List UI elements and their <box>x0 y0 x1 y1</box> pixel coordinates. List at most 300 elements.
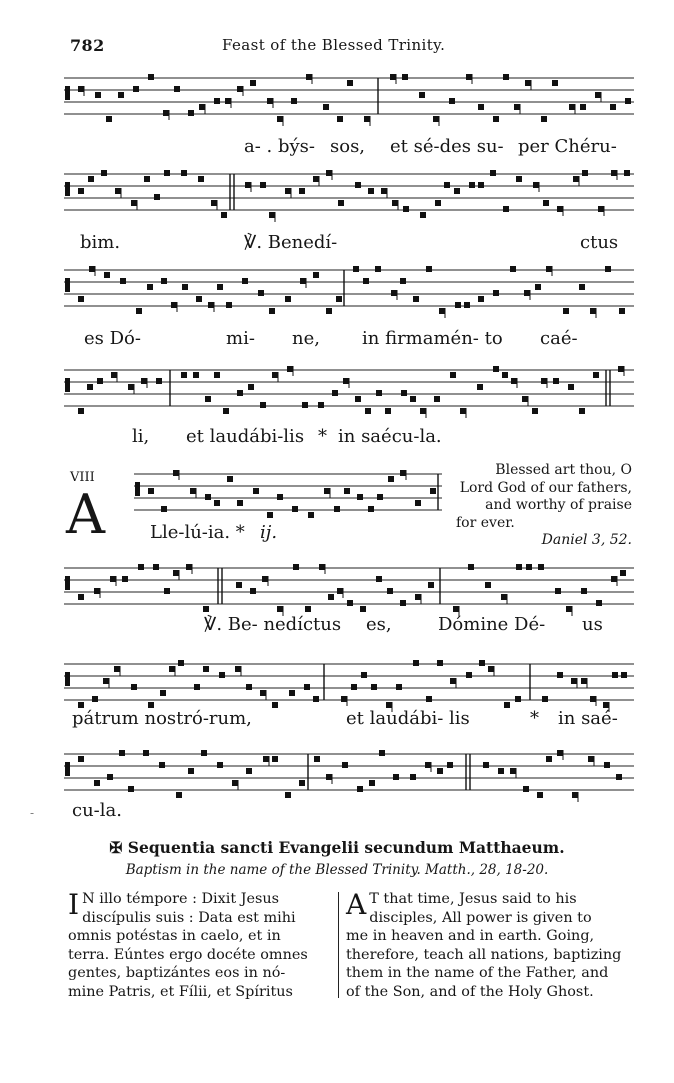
text-line: me in heaven and in earth. Going, <box>346 928 595 944</box>
neume <box>611 170 617 176</box>
neume <box>435 200 441 206</box>
neume <box>214 500 220 506</box>
neume <box>621 672 627 678</box>
neume <box>347 80 353 86</box>
neume <box>119 750 125 756</box>
neume <box>87 384 93 390</box>
neume <box>466 672 472 678</box>
neume <box>267 98 273 104</box>
neume <box>306 74 312 80</box>
neume <box>223 408 229 414</box>
neume <box>450 372 456 378</box>
neume <box>201 750 207 756</box>
neume <box>78 296 84 302</box>
rubric-line: Blessed art thou, O <box>495 462 632 478</box>
neume <box>269 308 275 314</box>
latin-column <box>68 890 330 1001</box>
neume <box>478 104 484 110</box>
neume <box>351 684 357 690</box>
neume <box>78 594 84 600</box>
neume <box>101 170 107 176</box>
neume <box>569 104 575 110</box>
lyric-syllable: caé- <box>540 328 578 349</box>
lyric-syllable: es Dó- <box>84 328 141 349</box>
neume <box>493 290 499 296</box>
neume <box>138 564 144 570</box>
neume <box>347 600 353 606</box>
neume <box>516 176 522 182</box>
neume <box>214 372 220 378</box>
lyric-syllable: et laudábi-lis <box>186 426 305 447</box>
neume <box>493 116 499 122</box>
neume <box>563 308 569 314</box>
staff-system-8 <box>0 746 674 806</box>
neume <box>263 756 269 762</box>
neume <box>304 684 310 690</box>
neume <box>590 308 596 314</box>
neume <box>355 396 361 402</box>
neume <box>365 408 371 414</box>
neume <box>337 116 343 122</box>
neume <box>94 588 100 594</box>
neume <box>78 756 84 762</box>
neume <box>232 780 238 786</box>
neume <box>205 396 211 402</box>
neume <box>510 768 516 774</box>
neume <box>493 366 499 372</box>
neume <box>131 200 137 206</box>
neume <box>250 80 256 86</box>
neume <box>245 182 251 188</box>
neume <box>625 98 631 104</box>
neume <box>557 750 563 756</box>
neume <box>118 92 124 98</box>
lyric-syllable: in firmamén- to <box>362 328 503 349</box>
neume <box>426 266 432 272</box>
neume <box>299 780 305 786</box>
neume <box>299 188 305 194</box>
neume <box>618 366 624 372</box>
neume <box>186 564 192 570</box>
neume <box>503 206 509 212</box>
lyric-syllable: * <box>318 426 327 447</box>
neume <box>214 98 220 104</box>
neume <box>430 488 436 494</box>
clef-mark <box>65 762 70 776</box>
neume <box>174 86 180 92</box>
neume <box>128 384 134 390</box>
rubric-translation <box>456 462 632 532</box>
neume <box>181 170 187 176</box>
lyric-syllable: mi- <box>226 328 255 349</box>
neume <box>579 408 585 414</box>
neume <box>292 506 298 512</box>
lyric-syllable: et sé-des su- <box>390 136 504 157</box>
neume <box>466 74 472 80</box>
staff-system-6 <box>0 560 674 620</box>
neume <box>285 792 291 798</box>
neume <box>546 266 552 272</box>
neume <box>326 308 332 314</box>
neume <box>164 170 170 176</box>
neume <box>78 408 84 414</box>
neume <box>104 272 110 278</box>
neume <box>498 768 504 774</box>
neume <box>619 308 625 314</box>
neume <box>250 588 256 594</box>
neume <box>326 170 332 176</box>
neume <box>203 666 209 672</box>
neume <box>248 384 254 390</box>
neume <box>566 606 572 612</box>
neume <box>580 104 586 110</box>
clef-mark <box>65 86 70 100</box>
lyric-syllable: us <box>582 614 603 635</box>
neume <box>277 116 283 122</box>
neume <box>369 780 375 786</box>
neume <box>314 756 320 762</box>
neume <box>136 308 142 314</box>
neume <box>428 582 434 588</box>
neume <box>425 762 431 768</box>
text-line: them in the name of the Father, and <box>346 965 609 981</box>
lyric-syllable: bim. <box>80 232 121 253</box>
neume <box>433 116 439 122</box>
lyric-syllable: per Chéru- <box>518 136 617 157</box>
lyric-syllable: Lle-lú-ia. * <box>150 522 245 543</box>
neume <box>581 678 587 684</box>
neume <box>361 672 367 678</box>
neume <box>188 768 194 774</box>
lyric-syllable: ctus <box>580 232 619 253</box>
neume <box>541 116 547 122</box>
neume <box>163 110 169 116</box>
neume <box>131 684 137 690</box>
staff-system-4 <box>0 362 674 422</box>
column-divider <box>338 892 339 998</box>
neume <box>454 188 460 194</box>
neume <box>122 576 128 582</box>
lyric-syllable: es, <box>366 614 392 635</box>
neume <box>568 384 574 390</box>
neume <box>368 188 374 194</box>
neume <box>593 372 599 378</box>
neume <box>148 74 154 80</box>
neume <box>344 488 350 494</box>
neume <box>343 378 349 384</box>
neume <box>488 666 494 672</box>
neume <box>337 588 343 594</box>
neume <box>514 104 520 110</box>
neume <box>237 500 243 506</box>
neume <box>483 762 489 768</box>
neume <box>199 104 205 110</box>
lyric-syllable: sos, <box>330 136 366 157</box>
neume <box>156 378 162 384</box>
neume <box>154 194 160 200</box>
neume <box>455 302 461 308</box>
neume <box>413 660 419 666</box>
neume <box>392 200 398 206</box>
neume <box>504 702 510 708</box>
neume <box>598 206 604 212</box>
staff-system-7 <box>0 656 674 716</box>
neume <box>262 576 268 582</box>
text-line: discípulis suis : Data est mihi <box>82 909 296 926</box>
neume <box>246 684 252 690</box>
lyric-syllable: ℣. Be- nedíctus <box>204 614 342 635</box>
neume <box>581 588 587 594</box>
lyric-syllable: ij. <box>260 522 278 543</box>
neume <box>449 98 455 104</box>
neume <box>260 690 266 696</box>
staff-system-3 <box>0 262 674 322</box>
clef-mark <box>135 482 140 496</box>
neume <box>526 564 532 570</box>
neume <box>302 402 308 408</box>
neume <box>368 506 374 512</box>
neume <box>269 212 275 218</box>
clef-mark <box>65 278 70 292</box>
lyric-syllable: in saécu-la. <box>338 426 442 447</box>
gospel-title-text: Sequentia sancti Evangelii secundum Matthaeum. <box>127 838 565 857</box>
initial-letter: A <box>66 483 105 546</box>
drop-cap: A <box>346 888 367 921</box>
neume <box>357 786 363 792</box>
neume <box>595 92 601 98</box>
margin-mark: - <box>30 806 35 820</box>
neume <box>537 792 543 798</box>
neume <box>582 170 588 176</box>
neume <box>164 588 170 594</box>
neume <box>171 302 177 308</box>
neume <box>106 116 112 122</box>
neume <box>387 588 393 594</box>
neume <box>434 396 440 402</box>
lyric-syllable: in saé- <box>558 708 618 729</box>
neume <box>400 278 406 284</box>
neume <box>237 390 243 396</box>
neume <box>396 684 402 690</box>
staff-system-2 <box>0 166 674 226</box>
neume <box>479 660 485 666</box>
lyric-syllable: ne, <box>292 328 320 349</box>
lyric-syllable: pátrum nostró-rum, <box>72 708 252 729</box>
lyric-syllable: cu-la. <box>72 800 122 821</box>
neume <box>319 564 325 570</box>
text-line: omnis potéstas in caelo, et in <box>68 928 281 944</box>
neume <box>532 408 538 414</box>
neume <box>78 86 84 92</box>
neume <box>338 200 344 206</box>
neume <box>510 266 516 272</box>
neume <box>385 408 391 414</box>
neume <box>211 200 217 206</box>
neume <box>400 470 406 476</box>
neume <box>439 308 445 314</box>
neume <box>437 660 443 666</box>
neume <box>334 506 340 512</box>
neume <box>515 696 521 702</box>
neume <box>376 390 382 396</box>
neume <box>342 762 348 768</box>
neume <box>543 200 549 206</box>
neume <box>277 494 283 500</box>
neume <box>277 606 283 612</box>
neume <box>388 476 394 482</box>
neume <box>572 792 578 798</box>
neume <box>332 390 338 396</box>
neume <box>490 170 496 176</box>
neume <box>390 74 396 80</box>
neume <box>198 176 204 182</box>
neume <box>328 594 334 600</box>
rubric-line: for ever. <box>456 514 515 531</box>
neume <box>410 774 416 780</box>
neume <box>173 470 179 476</box>
neume <box>141 378 147 384</box>
neume <box>235 666 241 672</box>
lyric-syllable: * <box>530 708 539 729</box>
neume <box>267 512 273 518</box>
neume <box>379 750 385 756</box>
neume <box>503 74 509 80</box>
neume <box>360 606 366 612</box>
neume <box>410 396 416 402</box>
text-line: therefore, teach all nations, baptizing <box>346 946 622 963</box>
neume <box>272 372 278 378</box>
neume <box>323 104 329 110</box>
neume <box>161 278 167 284</box>
neume <box>533 182 539 188</box>
neume <box>371 684 377 690</box>
neume <box>143 750 149 756</box>
neume <box>194 684 200 690</box>
neume <box>237 86 243 92</box>
neume <box>571 678 577 684</box>
running-title: Feast of the Blessed Trinity. <box>222 36 446 54</box>
neume <box>178 660 184 666</box>
neume <box>308 512 314 518</box>
neume <box>285 296 291 302</box>
neume <box>501 594 507 600</box>
neume <box>477 384 483 390</box>
neume <box>353 266 359 272</box>
neume <box>552 80 558 86</box>
lyric-syllable: ℣. Benedí- <box>244 232 338 253</box>
neume <box>221 212 227 218</box>
neume <box>604 762 610 768</box>
neume <box>464 302 470 308</box>
neume <box>336 296 342 302</box>
neume <box>402 74 408 80</box>
clef-mark <box>65 672 70 686</box>
neume <box>120 278 126 284</box>
neume <box>272 756 278 762</box>
neume <box>227 476 233 482</box>
neume <box>419 92 425 98</box>
neume <box>610 104 616 110</box>
gospel-title <box>0 838 674 857</box>
page-number: 782 <box>70 36 105 55</box>
neume <box>616 774 622 780</box>
text-line: mine Patris, et Fílii, et Spíritus <box>68 983 293 1000</box>
neume <box>226 302 232 308</box>
neume <box>190 488 196 494</box>
neume <box>133 86 139 92</box>
neume <box>159 762 165 768</box>
text-line: disciples, All power is given to <box>369 909 592 926</box>
neume <box>413 296 419 302</box>
neume <box>542 696 548 702</box>
neume <box>400 600 406 606</box>
neume <box>253 488 259 494</box>
neume <box>208 302 214 308</box>
neume <box>605 266 611 272</box>
neume <box>114 666 120 672</box>
neume <box>524 290 530 296</box>
text-line: terra. Eúntes ergo docéte omnes <box>68 946 308 963</box>
lyric-syllable: Dómine Dé- <box>438 614 546 635</box>
mode-number: VIII <box>70 470 95 485</box>
neume <box>242 278 248 284</box>
neume <box>516 564 522 570</box>
neume <box>502 372 508 378</box>
neume <box>444 182 450 188</box>
neume <box>205 494 211 500</box>
neume <box>579 284 585 290</box>
neume <box>160 690 166 696</box>
neume <box>478 296 484 302</box>
neume <box>341 696 347 702</box>
lyric-syllable: a- . býs- <box>244 136 315 157</box>
neume <box>246 768 252 774</box>
neume <box>225 98 231 104</box>
neume <box>196 296 202 302</box>
neume <box>173 570 179 576</box>
neume <box>95 92 101 98</box>
neume <box>469 182 475 188</box>
rubric-line: and worthy of praise <box>485 497 632 513</box>
neume <box>313 176 319 182</box>
neume <box>313 696 319 702</box>
neume <box>535 284 541 290</box>
neume <box>415 500 421 506</box>
neume <box>538 564 544 570</box>
clef-mark <box>65 182 70 196</box>
neume <box>219 672 225 678</box>
neume <box>611 576 617 582</box>
neume <box>147 284 153 290</box>
neume <box>217 284 223 290</box>
neume <box>553 378 559 384</box>
neume <box>468 564 474 570</box>
neume <box>260 402 266 408</box>
neume <box>110 576 116 582</box>
neume <box>403 206 409 212</box>
neume <box>97 378 103 384</box>
neume <box>293 564 299 570</box>
neume <box>420 408 426 414</box>
neume <box>326 774 332 780</box>
clef-mark <box>65 378 70 392</box>
neume <box>437 768 443 774</box>
neume <box>182 284 188 290</box>
neume <box>624 170 630 176</box>
neume <box>153 564 159 570</box>
neume <box>573 176 579 182</box>
clef-mark <box>65 576 70 590</box>
